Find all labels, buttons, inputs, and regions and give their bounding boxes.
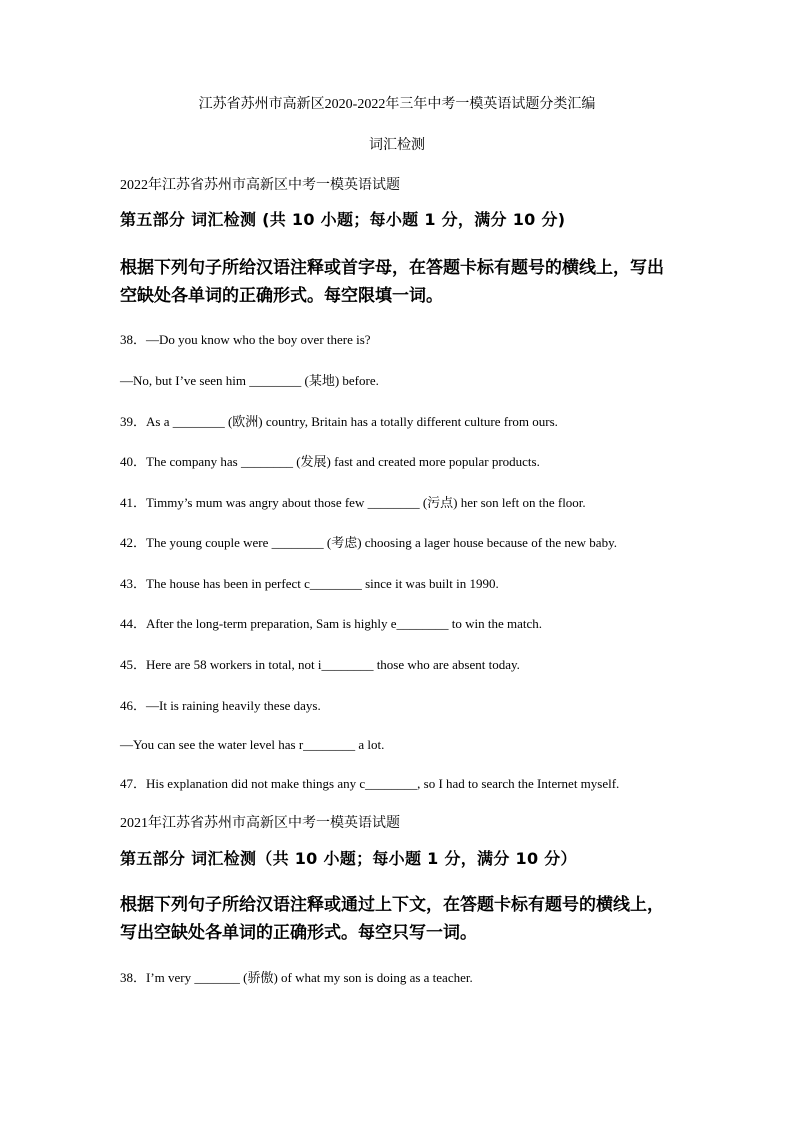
document-subtitle: 词汇检测	[369, 138, 425, 153]
question-line: 38．I’m very _______ (骄傲) of what my son is doing as a teacher.	[120, 970, 473, 985]
question-line: 42．The young couple were ________ (考虑) choosing a lager house because of the new baby.	[120, 535, 617, 550]
question-line: —No, but I’ve seen him ________ (某地) before.	[120, 373, 379, 388]
question-line: 46．—It is raining heavily these days.	[120, 698, 321, 713]
question-line: 38．—Do you know who the boy over there is?	[120, 332, 371, 347]
question-line: —You can see the water level has r________ a lot.	[120, 737, 385, 752]
question-line: 47．His explanation did not make things any c________, so I had to search the Internet myself.	[120, 776, 620, 791]
section-instruction: 根据下列句子所给汉语注释或通过上下文，在答题卡标有题号的横线上，写出空缺处各单词的正确形式。每空只写一词。	[120, 895, 664, 943]
section-instruction: 根据下列句子所给汉语注释或首字母，在答题卡标有题号的横线上，写出空缺处各单词的正确形式。每空限填一词。	[120, 258, 664, 306]
section-year-title: 2021年江苏省苏州市高新区中考一模英语试题	[120, 816, 400, 831]
question-line: 39．As a ________ (欧洲) country, Britain has a totally different culture from ours.	[120, 414, 558, 429]
question-line: 41．Timmy’s mum was angry about those few ________ (污点) her son left on the floor.	[120, 495, 586, 510]
section-part-heading: 第五部分 词汇检测 (共 10 小题；每小题 1 分，满分 10 分)	[120, 210, 566, 229]
question-line: 45．Here are 58 workers in total, not i________ those who are absent today.	[120, 657, 520, 672]
section-year-title: 2022年江苏省苏州市高新区中考一模英语试题	[120, 178, 400, 193]
question-line: 44．After the long-term preparation, Sam is highly e________ to win the match.	[120, 616, 543, 631]
section-part-heading: 第五部分 词汇检测（共 10 小题；每小题 1 分，满分 10 分）	[120, 849, 577, 868]
question-line: 43．The house has been in perfect c________ since it was built in 1990.	[120, 576, 499, 591]
document-title: 江苏省苏州市高新区2020-2022年三年中考一模英语试题分类汇编	[198, 97, 596, 112]
question-line: 40．The company has ________ (发展) fast and created more popular products.	[120, 454, 540, 469]
